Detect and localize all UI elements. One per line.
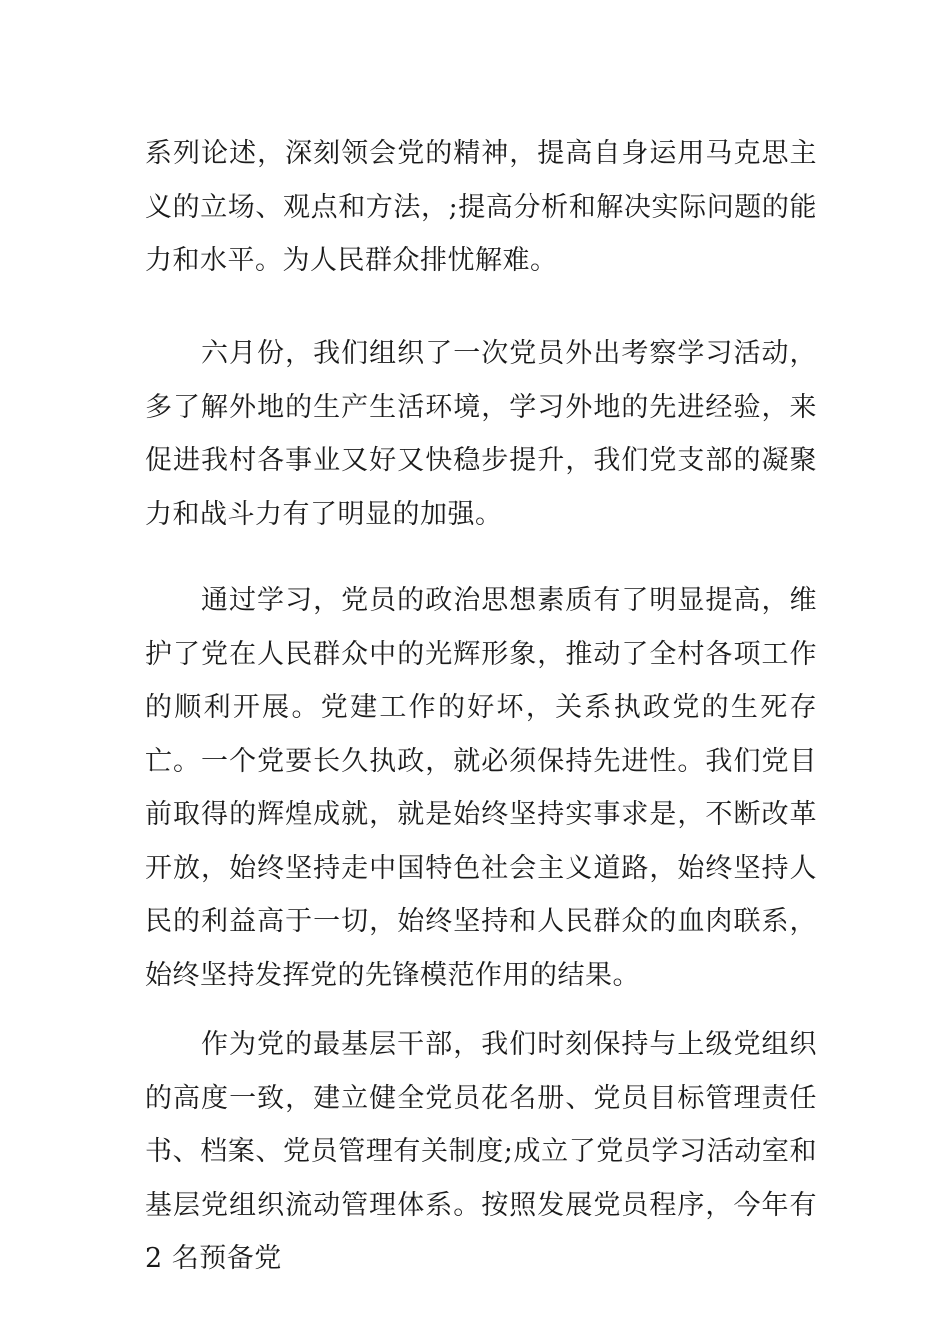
paragraph-grassroots-cadre: 作为党的最基层干部，我们时刻保持与上级党组织的高度一致，建立健全党员花名册、党员目标管理责任书、档案、党员管理有关制度;成立了党员学习活动室和基层党组织流动管理体系。按照发展党员程序，今年有 2 名预备党	[145, 1029, 817, 1274]
paragraph-study-trip: 六月份，我们组织了一次党员外出考察学习活动，多了解外地的生产生活环境，学习外地的先进经验，来促进我村各事业又好又快稳步提升，我们党支部的凝聚力和战斗力有了明显的加强。	[145, 338, 817, 530]
paragraph-continued: 系列论述，深刻领会党的精神，提高自身运用马克思主义的立场、观点和方法，;提高分析和解决实际问题的能力和水平。为人民群众排忧解难。	[145, 138, 817, 276]
paragraph-party-building: 通过学习，党员的政治思想素质有了明显提高，维护了党在人民群众中的光辉形象，推动了全村各项工作的顺利开展。党建工作的好坏，关系执政党的生死存亡。一个党要长久执政，就必须保持先进性。我们党目前取得的辉煌成就，就是始终坚持实事求是，不断改革开放，始终坚持走中国特色社会主义道路，始终坚持人民的利益高于一切，始终坚持和人民群众的血肉联系，始终坚持发挥党的先锋模范作用的结果。	[145, 585, 817, 991]
